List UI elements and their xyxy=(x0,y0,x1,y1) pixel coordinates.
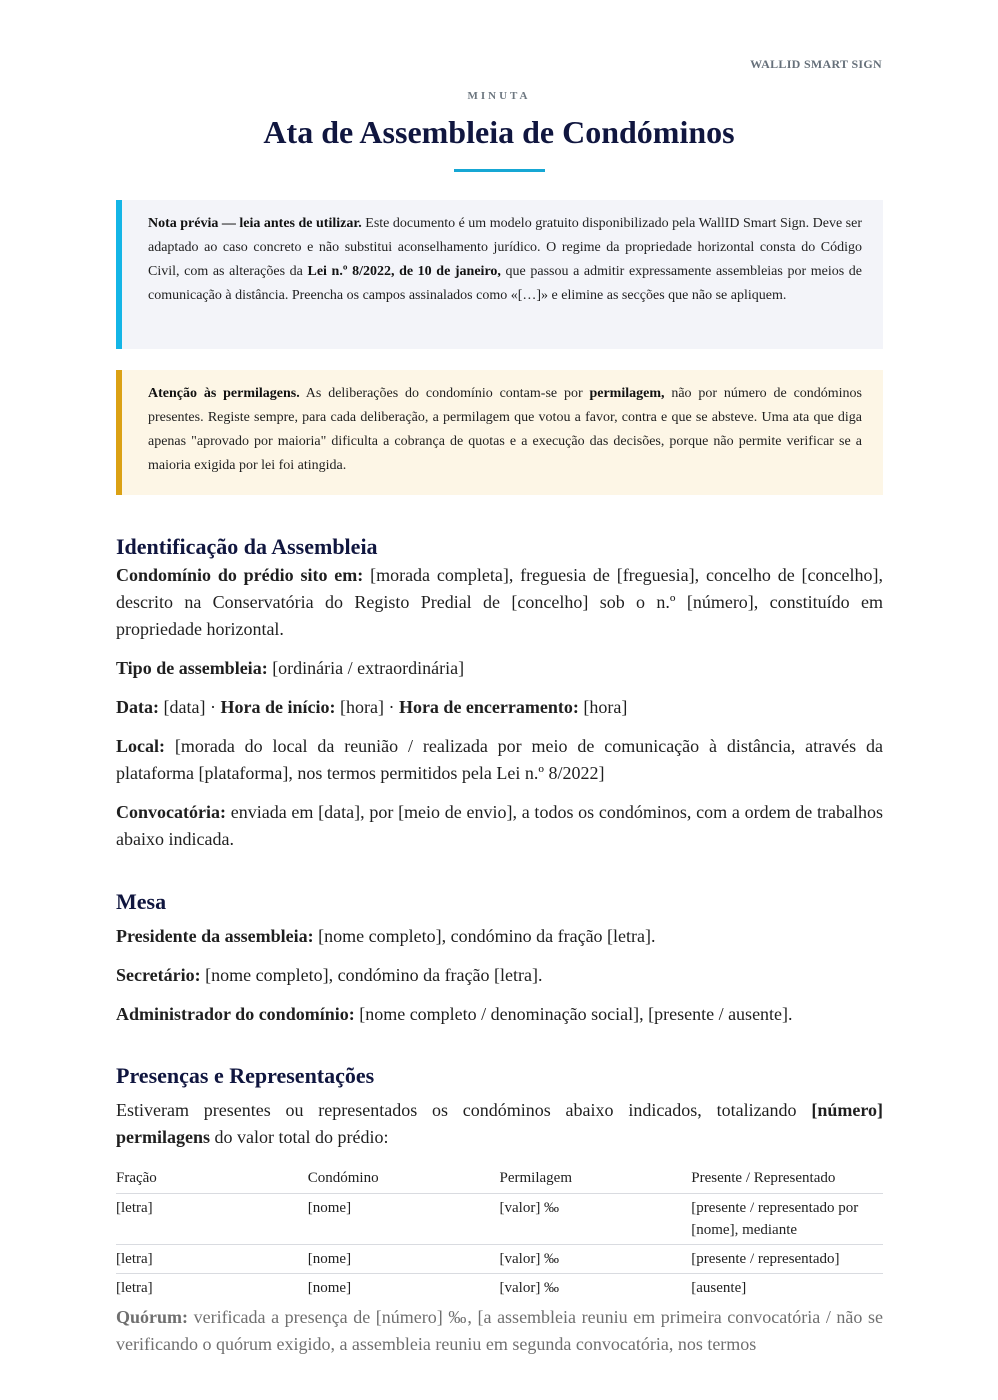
table-cell: [valor] ‰ xyxy=(500,1194,692,1245)
note-prior-text-2: que passou a admitir expressamente assembleias por meios de comunicação à distância. Preencha os campos assinalados como «[…]» e elimine as secções que não se apliquem. xyxy=(148,264,862,303)
table-cell: [nome] xyxy=(308,1245,500,1274)
quorum-paragraph xyxy=(116,1304,883,1358)
attendance-intro-bold: [número] permilagens xyxy=(116,1100,883,1147)
president-paragraph xyxy=(116,923,883,950)
admin-label: Administrador do condomínio: xyxy=(116,1004,355,1024)
table-cell: [letra] xyxy=(116,1194,308,1245)
date-paragraph xyxy=(116,694,883,721)
building-text: [morada completa], freguesia de [freguesia], concelho de [concelho], descrito na Conservatória do Registo Predial de [concelho] sob o n.º [número], constituído em propriedade horizontal. xyxy=(116,565,883,639)
column-header: Fração xyxy=(116,1167,308,1194)
document-body xyxy=(116,532,883,1358)
building-paragraph xyxy=(116,562,883,643)
note-warn-emph: permilagem, xyxy=(589,386,665,401)
brand-name: WALLID SMART SIGN xyxy=(750,57,882,71)
admin-paragraph xyxy=(116,1001,883,1028)
table-cell: [presente / representado] xyxy=(691,1245,883,1274)
secretary-text: [nome completo], condómino da fração [letra]. xyxy=(200,965,543,985)
note-prior-law: Lei n.º 8/2022, de 10 de janeiro, xyxy=(307,264,501,279)
table-row xyxy=(116,1245,883,1274)
note-warn-text-1: As deliberações do condomínio contam-se por xyxy=(299,386,590,401)
attendance-intro-1: Estiveram presentes ou representados os condóminos abaixo indicados, totalizando xyxy=(116,1100,812,1120)
note-prior-label: Nota prévia — leia antes de utilizar. xyxy=(148,216,362,231)
notice-label: Convocatória: xyxy=(116,802,226,822)
column-header: Permilagem xyxy=(500,1167,692,1194)
place-paragraph xyxy=(116,733,883,787)
attendance-intro xyxy=(116,1097,883,1151)
table-row xyxy=(116,1194,883,1245)
note-warn-text-2: não por número de condóminos presentes. Registe sempre, para cada deliberação, a permilagem que votou a favor, contra e que se absteve. Uma ata que diga apenas "aprovado por maioria" dificulta a cobrança de quotas e a execução das decisões, porque não permite verificar se a maioria exigida por lei foi atingida. xyxy=(148,386,863,473)
title-underline xyxy=(454,169,545,172)
note-warning-box xyxy=(116,370,883,495)
type-text: [ordinária / extraordinária] xyxy=(267,658,465,678)
place-text: [morada do local da reunião / realizada por meio de comunicação à distância, através da plataforma [plataforma], nos termos permitidos pela Lei n.º 8/2022] xyxy=(116,736,883,783)
date-label: Data: xyxy=(116,697,159,717)
table-cell: [presente / representado por [nome], mediante xyxy=(691,1194,883,1245)
draft-label: MINUTA xyxy=(467,90,531,102)
quorum-label: Quórum: xyxy=(116,1307,188,1327)
notice-paragraph xyxy=(116,799,883,853)
type-label: Tipo de assembleia: xyxy=(116,658,268,678)
start-text: [hora] · xyxy=(335,697,399,717)
type-paragraph xyxy=(116,655,883,682)
president-label: Presidente da assembleia: xyxy=(116,926,314,946)
table-cell: [nome] xyxy=(307,1280,352,1296)
place-label: Local: xyxy=(116,736,165,756)
notice-text: enviada em [data], por [meio de envio], a todos os condóminos, com a ordem de trabalhos abaixo indicada. xyxy=(116,802,883,849)
president-text: [nome completo], condómino da fração [letra]. xyxy=(313,926,656,946)
end-text: [hora] xyxy=(578,697,628,717)
heading-attendance: Presenças e Representações xyxy=(116,1063,375,1088)
secretary-paragraph xyxy=(116,962,883,989)
quorum-text: verificada a presença de [número] ‰, [a assembleia reuniu em primeira convocatória / não se verificando o quórum exigido, a assembleia reuniu em segunda convocatória, nos termos xyxy=(116,1307,883,1354)
table-cell: [valor] ‰ xyxy=(499,1280,560,1296)
column-header: Condómino xyxy=(308,1167,500,1194)
end-label: Hora de encerramento: xyxy=(398,697,579,717)
table-cell: [valor] ‰ xyxy=(500,1245,692,1274)
note-prior-box xyxy=(116,200,883,349)
date-text: [data] · xyxy=(159,697,221,717)
table-cell: [letra] xyxy=(116,1280,153,1296)
table-cell: [nome] xyxy=(308,1194,500,1245)
note-prior-text-1: Este documento é um modelo gratuito disponibilizado pela WallID Smart Sign. Deve ser adaptado ao caso concreto e não substitui aconselhamento jurídico. O regime da propriedade horizontal consta do Código Civil, com as alterações da xyxy=(148,216,862,279)
note-warn-label: Atenção às permilagens. xyxy=(148,386,300,401)
table-cell: [ausente] xyxy=(691,1280,747,1296)
table-header-row xyxy=(116,1167,883,1194)
page-title: Ata de Assembleia de Condóminos xyxy=(263,114,735,150)
heading-identification: Identificação da Assembleia xyxy=(116,534,378,559)
secretary-label: Secretário: xyxy=(116,965,201,985)
attendance-intro-2: do valor total do prédio: xyxy=(210,1127,389,1147)
admin-text: [nome completo / denominação social], [presente / ausente]. xyxy=(354,1004,793,1024)
table-row xyxy=(116,1274,883,1303)
building-label: Condomínio do prédio sito em: xyxy=(116,565,364,585)
attendance-table xyxy=(116,1167,883,1302)
start-label: Hora de início: xyxy=(220,697,336,717)
column-header: Presente / Representado xyxy=(691,1167,883,1194)
heading-board: Mesa xyxy=(116,889,167,914)
table-cell: [letra] xyxy=(116,1245,308,1274)
